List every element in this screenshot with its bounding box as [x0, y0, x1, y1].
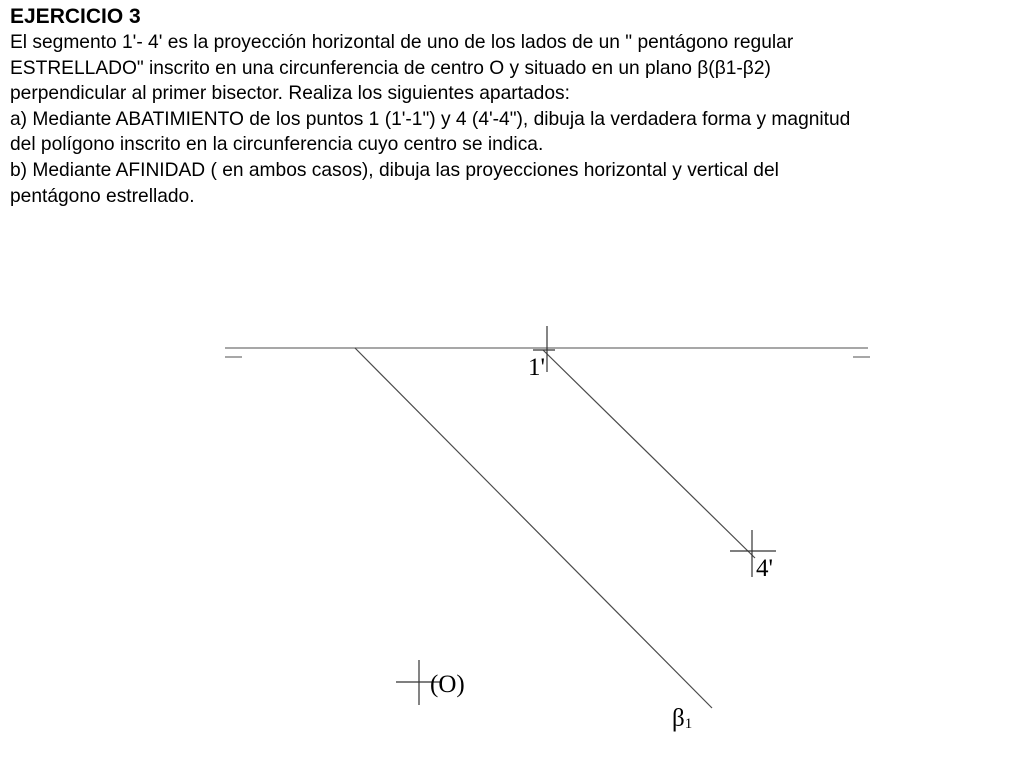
point-1h-label: 1'	[528, 354, 546, 381]
statement-line-6: b) Mediante AFINIDAD ( en ambos casos), dibuja las proyecciones horizontal y vertical del	[10, 159, 779, 181]
point-4h-label: 4'	[756, 555, 774, 582]
statement-line-3: perpendicular al primer bisector. Realiza los siguientes apartados:	[10, 83, 570, 105]
trace-beta1-subscript: 1	[684, 716, 693, 732]
center-label: (O)	[430, 671, 465, 698]
trace-beta1-letter: β	[672, 705, 685, 732]
trace-beta1-label	[672, 705, 692, 732]
statement-line-4: a) Mediante ABATIMIENTO de los puntos 1 (1'-1") y 4 (4'-4"), dibuja la verdadera forma y magnitud	[10, 108, 851, 130]
exercise-title: EJERCICIO 3	[10, 5, 141, 28]
statement-line-2: ESTRELLADO" inscrito en una circunferencia de centro O y situado en un plano β(β1-β2)	[10, 57, 771, 79]
statement-line-1: El segmento 1'- 4' es la proyección horizontal de uno de los lados de un " pentágono regular	[10, 32, 794, 53]
statement-line-7: pentágono estrellado.	[10, 185, 195, 207]
statement-line-5: del polígono inscrito en la circunferencia cuyo centro se indica.	[10, 134, 544, 156]
segment-1-4-line	[543, 350, 755, 558]
trace-beta1-line	[355, 348, 712, 708]
